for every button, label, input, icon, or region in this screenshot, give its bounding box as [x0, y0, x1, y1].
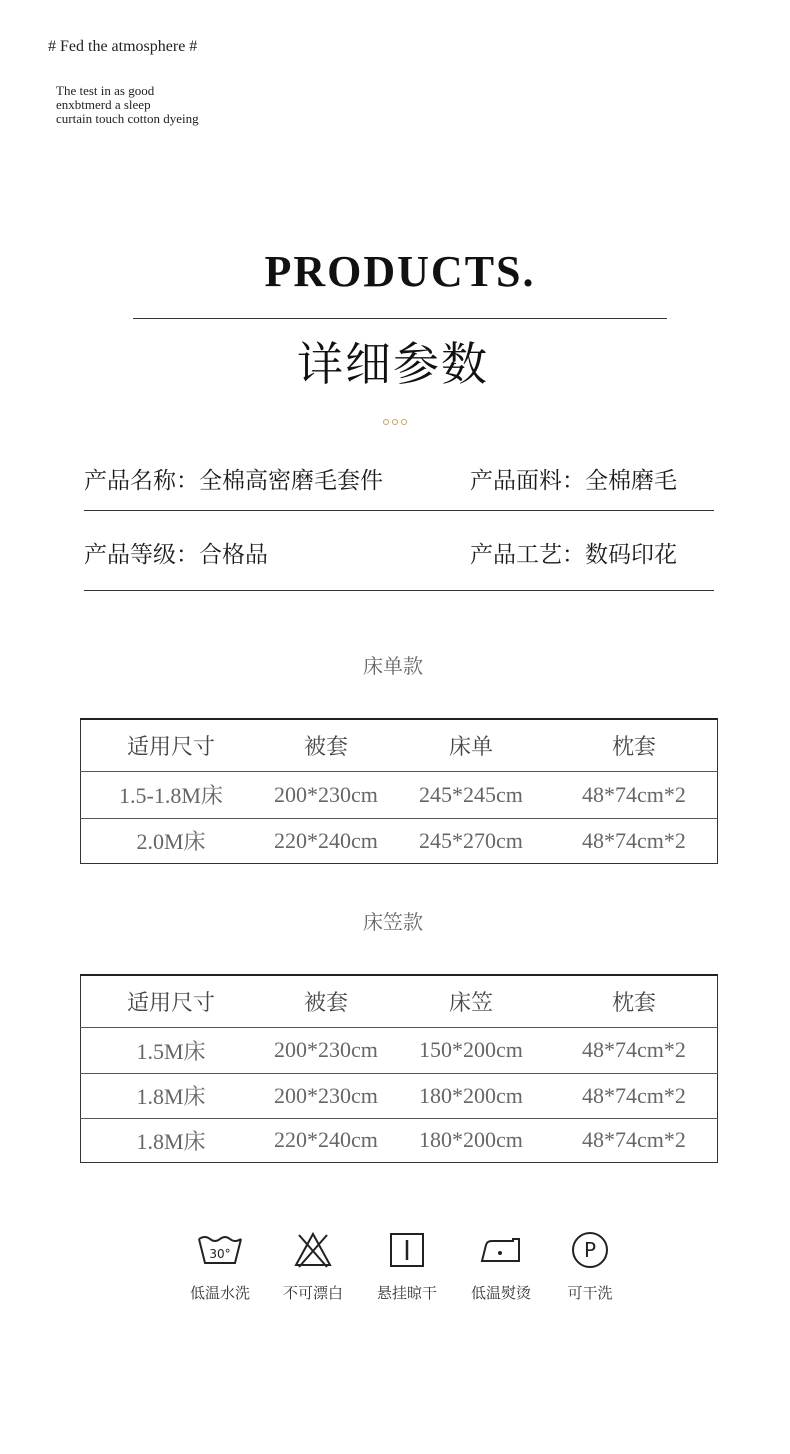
table-cell: 180*200cm [419, 1127, 523, 1152]
table-cell: 245*245cm [391, 771, 551, 818]
table-row [81, 1027, 718, 1073]
table-header-row [81, 719, 718, 771]
table-row [81, 771, 718, 818]
spec-craft: 产品工艺：数码印花 [470, 542, 677, 568]
hang-dry-icon [367, 1228, 447, 1272]
col-header: 适用尺寸 [81, 719, 262, 771]
table-cell: 48*74cm*2 [582, 827, 686, 853]
subtitle-line-2: enxbtmerd a sleep [56, 97, 151, 112]
col-header: 床单 [391, 719, 551, 771]
spec-grade: 产品等级：合格品 [84, 542, 268, 568]
col-header: 床笠 [391, 975, 551, 1027]
care-label: 悬挂晾干 [376, 1284, 437, 1302]
sheet-size-table [80, 718, 718, 864]
tagline: # Fed the atmosphere # [48, 38, 198, 55]
products-title: PRODUCTS. [264, 247, 536, 296]
table-cell: 48*74cm*2 [582, 1127, 686, 1152]
table-cell: 48*74cm*2 [551, 771, 718, 818]
care-item-hang-dry [367, 1228, 447, 1303]
care-item-no-bleach [273, 1228, 353, 1303]
english-subtitle [56, 84, 199, 126]
care-label: 不可漂白 [282, 1284, 343, 1302]
spec-product-name: 产品名称：全棉高密磨毛套件 [84, 468, 383, 494]
col-header: 被套 [261, 719, 391, 771]
table-cell: 220*240cm [274, 827, 378, 853]
wash-30-icon [180, 1228, 260, 1272]
care-label: 可干洗 [567, 1284, 613, 1302]
table-cell: 150*200cm [391, 1027, 551, 1073]
spec-divider-1 [84, 510, 714, 511]
care-item-low-iron [461, 1228, 541, 1303]
table-header-row [81, 975, 718, 1027]
table-cell: 200*230cm [261, 1027, 391, 1073]
table-cell: 245*270cm [419, 827, 523, 853]
no-bleach-icon [273, 1228, 353, 1272]
title-divider [133, 318, 667, 319]
dry-clean-letter: P [583, 1238, 597, 1262]
table-cell: 180*200cm [391, 1073, 551, 1118]
col-header: 被套 [261, 975, 391, 1027]
col-header: 适用尺寸 [81, 975, 262, 1027]
sheet-section-label: 床单款 [363, 654, 423, 678]
care-item-dry-clean [550, 1228, 630, 1303]
table-row [81, 1118, 718, 1162]
fitted-size-table [80, 974, 718, 1163]
table-cell: 48*74cm*2 [551, 1073, 718, 1118]
table-cell: 1.5M床 [81, 1027, 262, 1073]
low-iron-icon [461, 1228, 541, 1272]
table-cell: 1.5-1.8M床 [81, 771, 262, 818]
fitted-section-label: 床笠款 [363, 910, 423, 934]
table-row [81, 818, 718, 863]
decorative-dots [0, 410, 790, 429]
dry-clean-icon [550, 1228, 630, 1272]
care-label: 低温水洗 [189, 1284, 250, 1302]
care-label: 低温熨烫 [470, 1284, 531, 1302]
col-header: 枕套 [551, 719, 718, 771]
care-item-wash [180, 1228, 260, 1303]
wash-temp-label: 30° [209, 1247, 231, 1261]
subtitle-line-3: curtain touch cotton dyeing [56, 111, 199, 126]
table-cell: 220*240cm [274, 1127, 378, 1152]
table-cell: 1.8M床 [81, 1073, 262, 1118]
subtitle-line-1: The test in as good [56, 83, 155, 98]
table-cell: 48*74cm*2 [551, 1027, 718, 1073]
table-cell: 200*230cm [261, 1073, 391, 1118]
table-cell: 1.8M床 [136, 1128, 206, 1154]
table-row [81, 1073, 718, 1118]
table-cell: 200*230cm [261, 771, 391, 818]
spec-divider-2 [84, 590, 714, 591]
col-header: 枕套 [551, 975, 718, 1027]
detail-params-title: 详细参数 [297, 337, 489, 391]
spec-fabric: 产品面料：全棉磨毛 [470, 468, 677, 494]
table-cell: 2.0M床 [136, 829, 206, 854]
